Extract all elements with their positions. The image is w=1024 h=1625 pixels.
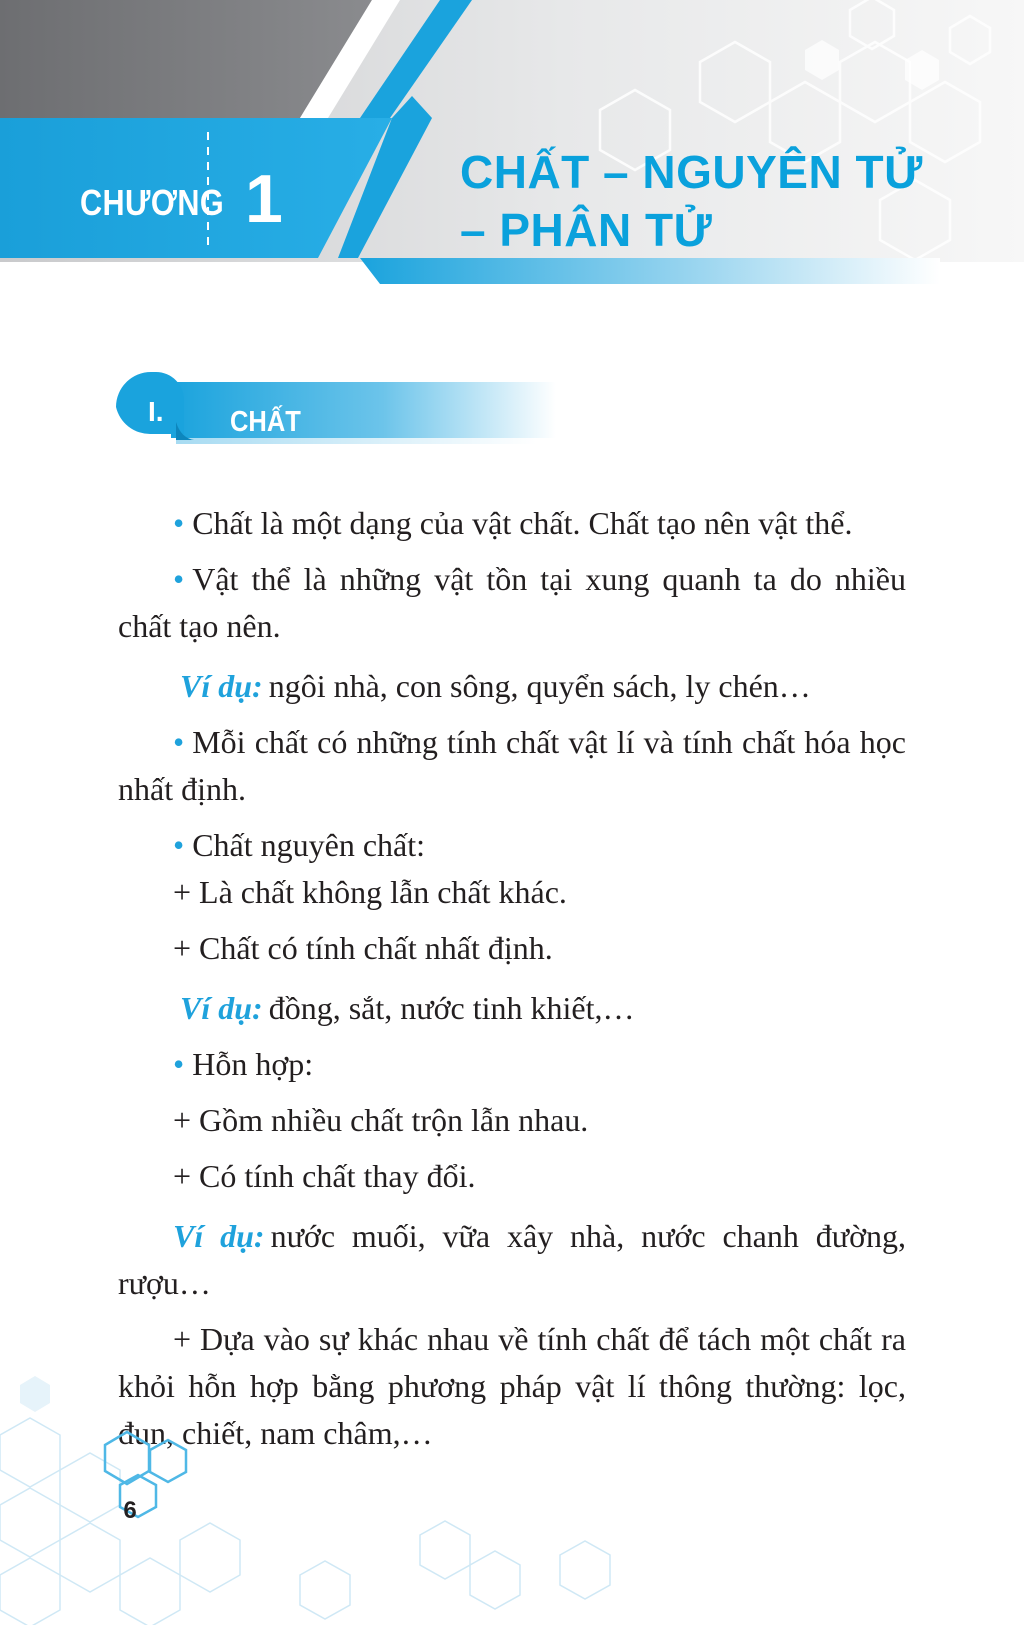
paragraph-text: Chất nguyên chất: <box>192 827 426 863</box>
bullet-icon: • <box>173 561 185 597</box>
paragraph-text: Vật thể là những vật tồn tại xung quanh ta do nhiều chất tạo nên. <box>118 561 906 644</box>
example-text: nước muối, vữa xây nhà, nước chanh đường, rượu… <box>118 1218 907 1301</box>
bullet-paragraph <box>118 1041 906 1088</box>
example-text: đồng, sắt, nước tinh khiết,… <box>268 990 635 1026</box>
bullet-paragraph <box>118 500 906 547</box>
example-paragraph <box>118 1213 906 1307</box>
example-label: Ví dụ: <box>173 1218 265 1254</box>
section-number: I. <box>148 396 164 427</box>
chapter-title-line-1: CHẤT – NGUYÊN TỬ <box>460 146 923 198</box>
example-paragraph <box>118 663 906 710</box>
bullet-icon: • <box>173 1046 185 1082</box>
sub-item: + Có tính chất thay đổi. <box>173 1158 476 1194</box>
sub-item: + Là chất không lẫn chất khác. <box>173 874 567 910</box>
sub-item: + Dựa vào sự khác nhau về tính chất để tách một chất ra khỏi hỗn hợp bằng phương pháp vật lí thông thường: lọc, đun, chiết, nam châm,… <box>118 1321 906 1451</box>
bullet-icon: • <box>173 724 185 760</box>
sub-item: + Chất có tính chất nhất định. <box>173 930 553 966</box>
bullet-paragraph <box>118 556 906 650</box>
bullet-paragraph <box>118 822 906 869</box>
page-number: 6 <box>123 1497 137 1524</box>
chapter-number: 1 <box>245 161 283 237</box>
example-label: Ví dụ: <box>180 990 263 1026</box>
sub-item: + Gồm nhiều chất trộn lẫn nhau. <box>173 1102 589 1138</box>
body-text <box>118 500 906 1457</box>
example-paragraph <box>118 985 906 1032</box>
section-title: CHẤT <box>230 406 301 438</box>
chapter-title-line-2: – PHÂN TỬ <box>460 204 713 256</box>
chapter-label: CHƯƠNG <box>80 182 225 223</box>
paragraph-text: Mỗi chất có những tính chất vật lí và tính chất hóa học nhất định. <box>118 724 906 807</box>
footer-hexagon-pattern <box>0 1375 1024 1625</box>
chapter-title <box>460 143 930 259</box>
bullet-icon: • <box>173 505 185 541</box>
paragraph-text: Hỗn hợp: <box>192 1046 314 1082</box>
bullet-paragraph <box>118 719 906 813</box>
paragraph-text: Chất là một dạng của vật chất. Chất tạo nên vật thể. <box>192 505 853 541</box>
example-label: Ví dụ: <box>180 668 263 704</box>
section-heading-badge <box>116 372 556 462</box>
bullet-icon: • <box>173 827 185 863</box>
example-text: ngôi nhà, con sông, quyển sách, ly chén… <box>268 668 811 704</box>
